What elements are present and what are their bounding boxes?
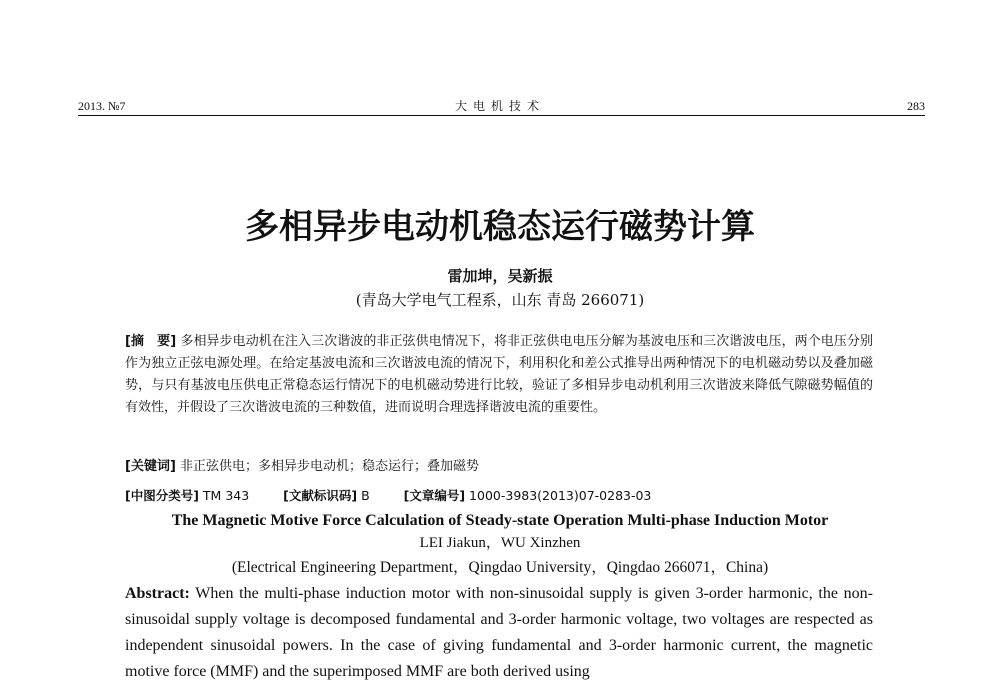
keywords-label: [关键词]: [125, 459, 176, 474]
journal-name: 大电机技术: [454, 99, 545, 113]
classification-line: [125, 486, 873, 506]
keywords-cn: [125, 457, 873, 477]
article-number-value: 1000-3983(2013)07-0283-03: [469, 488, 652, 503]
doc-code-label: [文献标识码]: [283, 488, 358, 503]
authors-en: LEI Jiakun，WU Xinzhen: [419, 535, 581, 551]
abstract-cn: [125, 331, 873, 419]
authors-cn: 雷加坤，吴新振: [447, 267, 553, 285]
affiliation-cn: (青岛大学电气工程系，山东 青岛 266071): [355, 291, 645, 309]
affiliation-en: (Electrical Engineering Department，Qingdao University，Qingdao 266071，China): [231, 559, 769, 576]
clc-label: [中图分类号]: [125, 488, 199, 503]
article-number-label: [文章编号]: [403, 488, 466, 503]
paper-title-cn: 多相异步电动机稳态运行磁势计算: [245, 207, 755, 247]
abstract-en-label: Abstract:: [125, 585, 190, 602]
journal-issue: 2013. №7: [78, 99, 126, 113]
abstract-cn-label: [摘 要]: [125, 334, 177, 349]
doc-code-value: B: [361, 488, 370, 503]
abstract-cn-text: 多相异步电动机在注入三次谐波的非正弦供电情况下，将非正弦供电电压分解为基波电压和三次谐波电压，两个电压分别作为独立正弦电源处理。在给定基波电流和三次谐波电流的情况下，利用积化和差公式推导出两种情况下的电机磁动势以及叠加磁势，与只有基波电压供电正常稳态运行情况下的电机磁动势进行比较，验证了多相异步电动机利用三次谐波来降低气隙磁势幅值的有效性，并假设了三次谐波电流的三种数值，进而说明合理选择谐波电流的重要性。: [125, 334, 873, 415]
abstract-en-text: When the multi-phase induction motor with non-sinusoidal supply is given 3-order harmonic, the non-sinusoidal supply voltage is decomposed fundamental and 3-order harmonic voltage, two voltages are respected as independent sinusoidal powers. In the case of giving fundamental and 3-order harmonic current, the magnetic motive force (MMF) and the superimposed MMF are both derived using: [125, 585, 873, 680]
keywords-text: 非正弦供电；多相异步电动机；稳态运行；叠加磁势: [180, 459, 480, 474]
header-rule: [78, 115, 925, 116]
abstract-en: [125, 581, 873, 685]
paper-title-en: The Magnetic Motive Force Calculation of Steady-state Operation Multi-phase Induction Motor: [171, 512, 829, 529]
clc-value: TM 343: [202, 488, 250, 503]
page-number: 283: [907, 99, 925, 113]
